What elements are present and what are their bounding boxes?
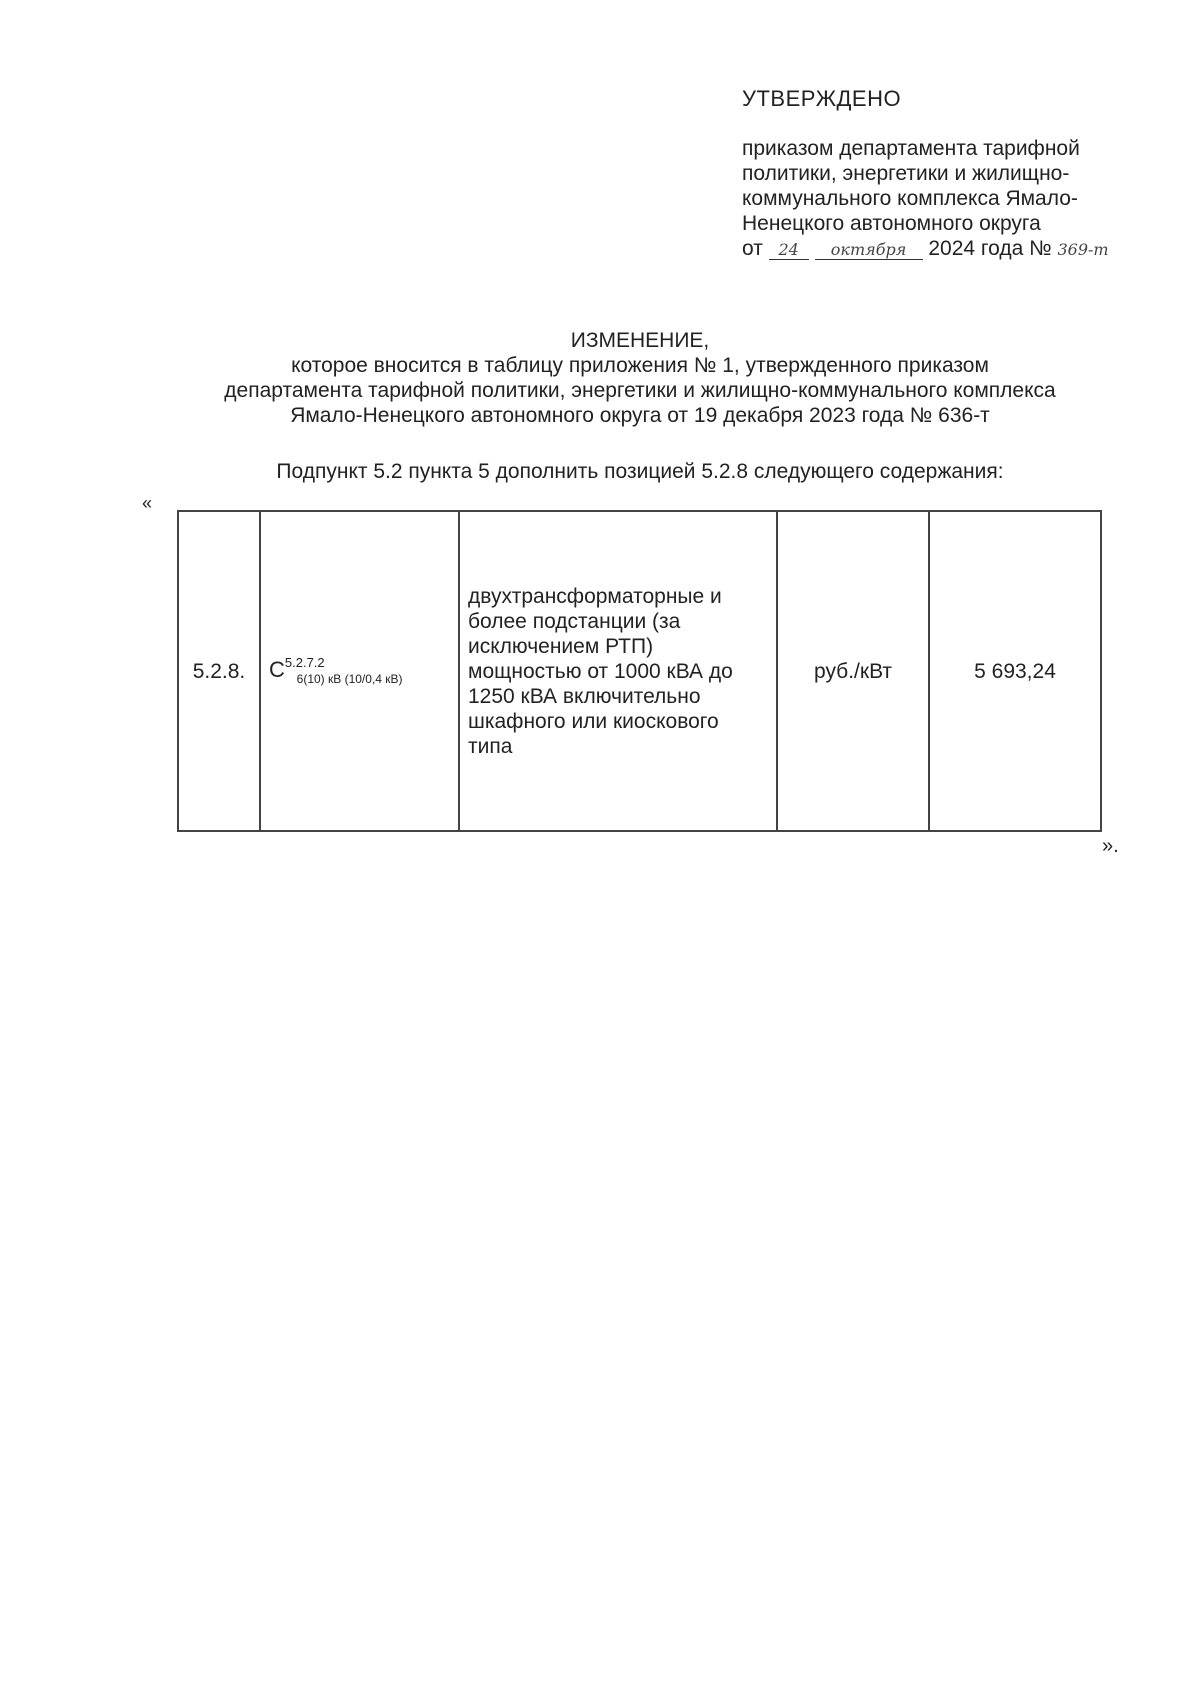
quote-open: « <box>142 493 153 513</box>
row-value: 5 693,24 <box>929 511 1101 831</box>
approval-line-1: приказом департамента тарифной <box>742 137 1080 160</box>
handwritten-order-number: 369-т <box>1057 240 1109 259</box>
approval-title: УТВЕРЖДЕНО <box>742 86 902 111</box>
row-number: 5.2.8. <box>178 511 260 831</box>
quote-close: ». <box>1102 835 1119 857</box>
approval-line-2: политики, энергетики и жилищно- <box>742 162 1070 185</box>
heading-line-3: Ямало-Ненецкого автономного округа от 19 декабря 2023 года № 636-т <box>290 404 990 427</box>
symbol-subscript: 6(10) кВ (10/0,4 кВ) <box>296 671 403 686</box>
intro-text: Подпункт 5.2 пункта 5 дополнить позицией 5.2.8 следующего содержания: <box>276 460 1004 483</box>
table-row <box>178 511 1101 831</box>
symbol-letter: C <box>269 656 285 682</box>
heading-title: ИЗМЕНЕНИЕ, <box>570 329 710 352</box>
approval-line-3: коммунального комплекса Ямало- <box>742 187 1078 210</box>
symbol-superscript: 5.2.7.2 <box>284 654 325 670</box>
amendment-table <box>177 510 1102 832</box>
row-unit: руб./кВт <box>777 511 929 831</box>
handwritten-month: октября <box>815 241 923 260</box>
date-prefix: от <box>742 237 763 260</box>
approval-line-4: Ненецкого автономного округа <box>742 212 1041 235</box>
document-heading <box>150 328 1130 428</box>
date-year: 2024 года № <box>928 237 1052 260</box>
approval-text <box>742 136 1162 261</box>
row-description: двухтрансформаторные и более подстанции (за исключением РТП) мощностью от 1000 кВА до 1250 кВА включительно шкафного или киоскового типа <box>459 511 777 831</box>
heading-line-2: департамента тарифной политики, энергетики и жилищно-коммунального комплекса <box>224 379 1056 402</box>
heading-line-1: которое вносится в таблицу приложения № 1, утвержденного приказом <box>291 354 989 377</box>
approval-block <box>742 86 1162 261</box>
handwritten-day: 24 <box>769 241 809 260</box>
row-symbol <box>260 511 459 831</box>
approval-date-line <box>742 236 1162 261</box>
